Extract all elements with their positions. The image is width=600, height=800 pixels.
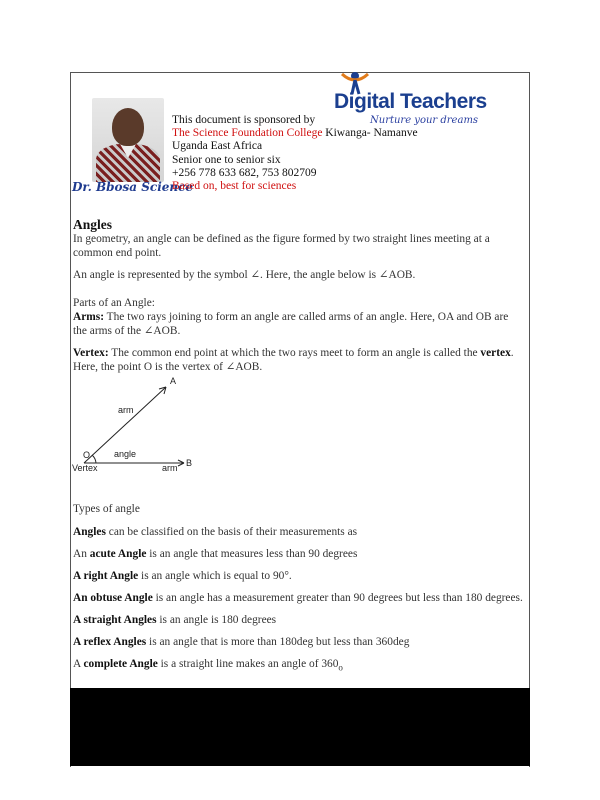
straight-bold: A straight Angles [73,614,157,626]
label-o: O [83,450,91,460]
label-a: A [170,376,177,386]
sponsor-motto: Based on, best for sciences [172,180,297,193]
classify-bold: Angles [73,526,106,538]
obtuse-text: is an angle has a measurement greater than 90 degrees but less than 180 degrees. [152,592,523,604]
symbol-paragraph: An angle is represented by the symbol ∠. Here, the angle below is ∠AOB. [73,269,416,281]
sponsor-college: The Science Foundation College [172,127,323,140]
types-title: Types of angle [73,503,140,515]
reflex-bold: A reflex Angles [73,636,147,648]
angle-diagram [72,374,202,474]
right-paragraph [73,569,523,583]
right-text: is an angle which is equal to 90°. [138,570,292,582]
label-angle: angle [114,449,137,459]
main-content [73,218,523,382]
arms-label: Arms: [73,311,104,323]
vertex-bold: vertex [480,347,511,359]
acute-paragraph [73,547,523,561]
author-photo [92,98,164,182]
label-arm-top: arm [118,405,134,415]
right-bold: A right Angle [73,570,139,582]
photo-head [112,108,144,146]
types-section [73,502,523,682]
reflex-text: is an angle that is more than 180deg but less than 360deg [146,636,410,648]
classify-paragraph [73,525,523,539]
label-b: B [186,458,193,468]
sponsor-levels: Senior one to senior six [172,153,281,166]
angle-arc [92,455,96,463]
logo-tagline: Nurture your dreams [370,115,479,126]
complete-text: is a straight line makes an angle of 360 [157,658,339,670]
complete-degree: o [338,662,343,673]
logo-text: Digital Teachers [334,90,487,113]
arms-paragraph [73,310,523,338]
vertex-paragraph [73,346,523,374]
sponsor-country: Uganda East Africa [172,140,263,153]
reflex-paragraph [73,635,523,649]
arms-text: The two rays joining to form an angle are called arms of an angle. Here, OA and OB are the arms of the ∠AOB. [73,311,509,337]
label-arm-bottom: arm [162,463,178,473]
acute-text: is an angle that measures less than 90 degrees [146,548,358,560]
vertex-label: Vertex: [73,347,109,359]
complete-pre: A [73,658,84,670]
obtuse-bold: An obtuse Angle [73,592,153,604]
vertex-text-2: . Here, the point O is the vertex of ∠AOB. [73,347,514,373]
acute-pre: An [73,548,90,560]
vertex-text-1: The common end point at which the two rays meet to form an angle is called the [108,347,481,359]
intro-paragraph: In geometry, an angle can be defined as the figure formed by two straight lines meeting at a common end point. [73,233,490,259]
obtuse-paragraph [73,591,523,605]
straight-text: is an angle is 180 degrees [156,614,277,626]
parts-title: Parts of an Angle: [73,297,155,309]
complete-paragraph [73,657,523,674]
page-title: Angles [73,217,113,232]
complete-bold: complete Angle [83,658,158,670]
classify-text: can be classified on the basis of their measurements as [105,526,358,538]
sponsor-place: Kiwanga- Namanve [322,127,418,140]
straight-paragraph [73,613,523,627]
sponsor-college-line [172,127,418,140]
acute-bold: acute Angle [89,548,147,560]
bottom-black-bar [70,688,530,766]
label-vertex: Vertex [72,463,98,473]
sponsor-phone: +256 778 633 682, 753 802709 [172,166,317,179]
author-signature: Dr. Bbosa Science [72,180,194,194]
sponsor-line: This document is sponsored by [172,114,316,126]
